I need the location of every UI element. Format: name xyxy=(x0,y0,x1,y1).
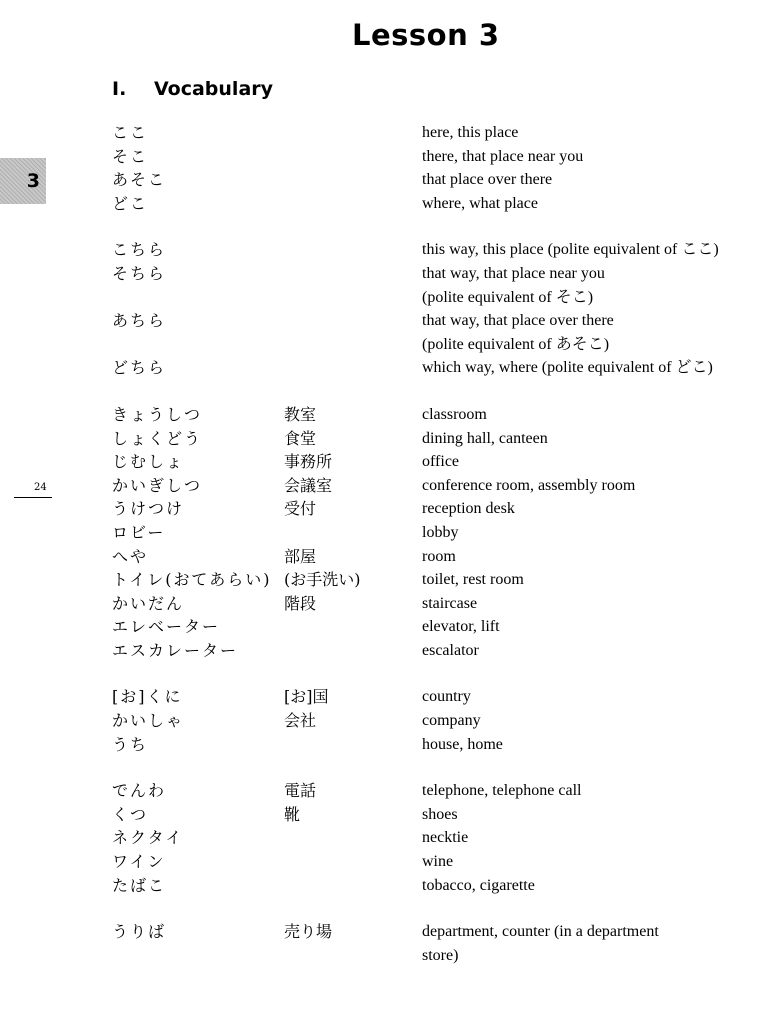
vocab-row xyxy=(0,944,768,968)
vocab-meaning: staircase xyxy=(422,594,478,612)
vocab-meaning: reception desk xyxy=(422,500,515,518)
vocab-row xyxy=(0,474,768,498)
vocab-row xyxy=(0,168,768,192)
section-label: Vocabulary xyxy=(154,78,274,100)
vocab-kana: へや xyxy=(112,546,149,566)
vocab-meaning: (polite equivalent of そこ) xyxy=(422,288,594,306)
section-number: I. xyxy=(112,78,127,100)
vocab-row xyxy=(0,733,768,757)
vocab-kana: どこ xyxy=(112,193,149,213)
vocab-kanji: 階段 xyxy=(284,593,317,613)
vocab-meaning: this way, this place (polite equivalent of ここ) xyxy=(422,241,719,259)
vocab-meaning: that way, that place near you xyxy=(422,264,605,282)
vocab-meaning: country xyxy=(422,688,471,706)
vocab-meaning: dining hall, canteen xyxy=(422,429,548,447)
vocab-kanji: 会社 xyxy=(284,711,317,731)
vocab-row xyxy=(0,145,768,169)
vocab-meaning: escalator xyxy=(422,641,479,659)
lesson-side-tab: 3 xyxy=(0,158,46,204)
vocab-meaning: shoes xyxy=(422,805,458,823)
vocab-row xyxy=(0,685,768,709)
vocab-kana: エレベーター xyxy=(112,617,221,637)
vocab-kana: トイレ(おてあらい) xyxy=(112,570,272,590)
vocab-row xyxy=(0,238,768,262)
vocab-kana: [お]くに xyxy=(112,687,183,707)
vocab-kana: かいしゃ xyxy=(112,711,185,731)
vocab-meaning: wine xyxy=(422,853,454,871)
vocab-meaning: necktie xyxy=(422,829,469,847)
vocab-kana: そこ xyxy=(112,146,149,166)
vocab-row xyxy=(0,450,768,474)
vocab-row xyxy=(0,121,768,145)
vocab-kanji: (お手洗い) xyxy=(284,570,361,590)
vocab-row xyxy=(0,850,768,874)
vocab-kanji: 売り場 xyxy=(284,922,333,942)
vocab-kanji: 会議室 xyxy=(284,475,333,495)
vocab-row xyxy=(0,709,768,733)
vocab-kana: ネクタイ xyxy=(112,828,184,848)
vocab-kanji: 教室 xyxy=(284,404,317,424)
vocab-row xyxy=(0,192,768,216)
vocab-row xyxy=(0,545,768,569)
vocab-meaning: elevator, lift xyxy=(422,618,500,636)
vocab-meaning: which way, where (polite equivalent of どこ) xyxy=(422,359,713,377)
vocab-meaning: that way, that place over there xyxy=(422,312,614,330)
vocab-kanji: 靴 xyxy=(284,804,301,824)
vocab-meaning: that place over there xyxy=(422,171,553,189)
vocab-row xyxy=(0,568,768,592)
vocab-kana: くつ xyxy=(112,804,149,824)
vocab-row xyxy=(0,592,768,616)
vocab-kana: こちら xyxy=(112,240,167,260)
vocab-row xyxy=(0,286,768,310)
vocab-meaning: there, that place near you xyxy=(422,147,584,165)
vocab-row xyxy=(0,779,768,803)
page-number: 24 xyxy=(34,482,47,493)
vocab-meaning: store) xyxy=(422,946,459,964)
vocab-kana: きょうしつ xyxy=(112,404,203,424)
vocab-meaning: company xyxy=(422,712,481,730)
vocab-kana: じむしょ xyxy=(112,452,185,472)
vocab-row xyxy=(0,403,768,427)
vocab-kanji: 電話 xyxy=(284,781,317,801)
vocab-meaning: house, home xyxy=(422,735,503,753)
vocab-kana: でんわ xyxy=(112,781,167,801)
vocab-row xyxy=(0,427,768,451)
vocab-kana: どちら xyxy=(112,358,167,378)
vocab-kana: そちら xyxy=(112,263,167,283)
vocab-row xyxy=(0,639,768,663)
vocab-kana: エスカレーター xyxy=(112,640,239,660)
vocab-row xyxy=(0,521,768,545)
vocab-meaning: here, this place xyxy=(422,124,519,141)
vocab-row xyxy=(0,309,768,333)
vocab-kanji: [お]国 xyxy=(284,687,329,707)
vocab-kana: かいだん xyxy=(112,593,185,613)
vocab-row xyxy=(0,615,768,639)
vocab-meaning: where, what place xyxy=(422,194,538,212)
vocab-kanji: 食堂 xyxy=(284,428,317,448)
vocab-kana: うりば xyxy=(112,922,167,942)
vocab-row xyxy=(0,920,768,944)
vocab-meaning: toilet, rest room xyxy=(422,571,524,589)
vocab-row xyxy=(0,262,768,286)
vocab-meaning: tobacco, cigarette xyxy=(422,876,535,894)
vocab-meaning: classroom xyxy=(422,405,487,423)
vocabulary-list xyxy=(0,121,768,967)
vocab-kanji: 部屋 xyxy=(284,546,317,566)
vocab-kana: うち xyxy=(112,734,149,754)
vocab-meaning: lobby xyxy=(422,523,459,541)
vocab-meaning: (polite equivalent of あそこ) xyxy=(422,335,610,353)
vocab-kana: たばこ xyxy=(112,875,167,895)
vocab-row xyxy=(0,803,768,827)
vocab-row xyxy=(0,874,768,898)
vocab-kana: ワイン xyxy=(112,852,166,872)
vocab-row xyxy=(0,497,768,521)
vocab-kana: あちら xyxy=(112,311,167,331)
vocab-row xyxy=(0,826,768,850)
vocab-row xyxy=(0,356,768,380)
vocab-kanji: 受付 xyxy=(284,499,317,519)
vocab-kana: うけつけ xyxy=(112,499,185,519)
vocab-meaning: conference room, assembly room xyxy=(422,476,636,494)
vocab-meaning: department, counter (in a department xyxy=(422,923,659,941)
vocab-kana: ここ xyxy=(112,123,149,142)
section-heading xyxy=(112,78,273,100)
vocab-kanji: 事務所 xyxy=(284,452,333,472)
vocab-meaning: office xyxy=(422,453,460,471)
page-title: Lesson 3 xyxy=(352,18,500,52)
vocab-kana: ロビー xyxy=(112,522,166,542)
vocab-kana: かいぎしつ xyxy=(112,475,203,495)
vocab-meaning: telephone, telephone call xyxy=(422,782,582,800)
vocab-kana: あそこ xyxy=(112,170,167,190)
vocab-kana: しょくどう xyxy=(112,428,203,448)
vocab-row xyxy=(0,333,768,357)
vocab-meaning: room xyxy=(422,547,456,565)
